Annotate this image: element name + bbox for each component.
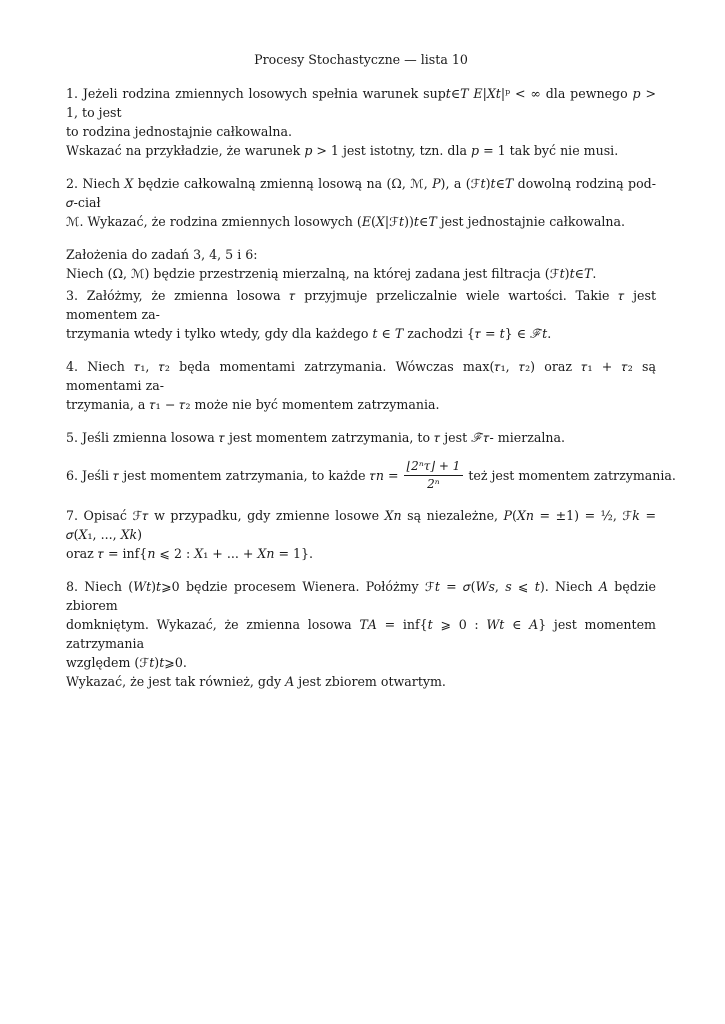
problem-line: Wykazać, że jest tak również, gdy 𝐴 jest zbiorem otwartym. <box>66 674 446 689</box>
problem-line: 3. Załóżmy, że zmienna losowa 𝜏 przyjmuje przeliczalnie wiele wartości. Takie 𝜏 jest momentem za- <box>66 288 656 322</box>
assumptions-block <box>66 245 656 283</box>
problem-line: trzymania wtedy i tylko wtedy, gdy dla każdego 𝑡 ∈ 𝑇 zachodzi {𝜏 = 𝑡} ∈ ℱ𝑡. <box>66 326 552 341</box>
problem-line: 7. Opisać ℱ𝜏 w przypadku, gdy zmienne losowe 𝑋𝑛 są niezależne, 𝑃(𝑋𝑛 = ±1) = ½, ℱ𝑘 = 𝜎(𝑋₁, ..., 𝑋𝑘) <box>66 508 656 542</box>
problem-line: względem (ℱ𝑡)𝑡⩾0. <box>66 655 187 670</box>
problem-line: 8. Niech (𝑊𝑡)𝑡⩾0 będzie procesem Wienera. Połóżmy ℱ𝑡 = 𝜎(𝑊𝑠, 𝑠 ⩽ 𝑡). Niech 𝐴 będzie zbiorem <box>66 579 656 613</box>
problem-6 <box>66 459 676 492</box>
problem-sheet <box>66 50 676 705</box>
fraction-denominator: 2ⁿ <box>427 477 440 491</box>
assumptions-heading: Założenia do zadań 3, 4, 5 i 6: <box>66 247 258 262</box>
problem-line: 1. Jeżeli rodzina zmiennych losowych spełnia warunek sup𝑡∈𝑇 𝐸|𝑋𝑡|ᵖ < ∞ dla pewnego 𝑝 > 1, to jest <box>66 86 656 120</box>
problem-3 <box>66 286 656 343</box>
fraction <box>404 459 464 492</box>
problem-6-before: 6. Jeśli 𝜏 jest momentem zatrzymania, to każde 𝜏𝑛 = <box>66 468 399 483</box>
problem-4 <box>66 357 656 414</box>
problem-6-after: też jest momentem zatrzymania. <box>468 468 676 483</box>
problem-line: to rodzina jednostajnie całkowalna. <box>66 124 293 139</box>
problem-line: domkniętym. Wykazać, że zmienna losowa 𝑇𝐴 = inf{𝑡 ⩾ 0 : 𝑊𝑡 ∈ 𝐴} jest momentem zatrzymania <box>66 617 656 651</box>
assumptions-text: Niech (Ω, ℳ) będzie przestrzenią mierzalną, na której zadana jest filtracja (ℱ𝑡)𝑡∈𝑇. <box>66 266 597 281</box>
problem-2 <box>66 174 656 231</box>
problem-line: trzymania, a 𝜏₁ − 𝜏₂ może nie być momentem zatrzymania. <box>66 397 440 412</box>
problem-7 <box>66 506 656 563</box>
problem-line: ℳ. Wykazać, że rodzina zmiennych losowych (𝐸(𝑋|ℱ𝑡))𝑡∈𝑇 jest jednostajnie całkowalna. <box>66 214 626 229</box>
problem-line: Wskazać na przykładzie, że warunek 𝑝 > 1 jest istotny, tzn. dla 𝑝 = 1 tak być nie musi. <box>66 143 619 158</box>
problem-line: 5. Jeśli zmienna losowa 𝜏 jest momentem zatrzymania, to 𝜏 jest ℱ𝜏- mierzalna. <box>66 430 566 445</box>
problem-6-line <box>66 459 676 492</box>
problem-1 <box>66 84 656 160</box>
problem-line: 4. Niech 𝜏₁, 𝜏₂ będa momentami zatrzymania. Wówczas max(𝜏₁, 𝜏₂) oraz 𝜏₁ + 𝜏₂ są momentami za- <box>66 359 656 393</box>
problem-line: oraz 𝜏 = inf{𝑛 ⩽ 2 : 𝑋₁ + ... + 𝑋𝑛 = 1}. <box>66 546 314 561</box>
page-title: Procesy Stochastyczne — lista 10 <box>254 52 468 67</box>
problem-8 <box>66 577 656 691</box>
fraction-numerator: ⌊2ⁿ𝜏⌋ + 1 <box>404 459 464 476</box>
problem-line: 2. Niech 𝑋 będzie całkowalną zmienną losową na (Ω, ℳ, 𝑃), a (ℱ𝑡)𝑡∈𝑇 dowolną rodziną pod-𝜎-ciał <box>66 176 656 210</box>
problem-5 <box>66 428 656 447</box>
